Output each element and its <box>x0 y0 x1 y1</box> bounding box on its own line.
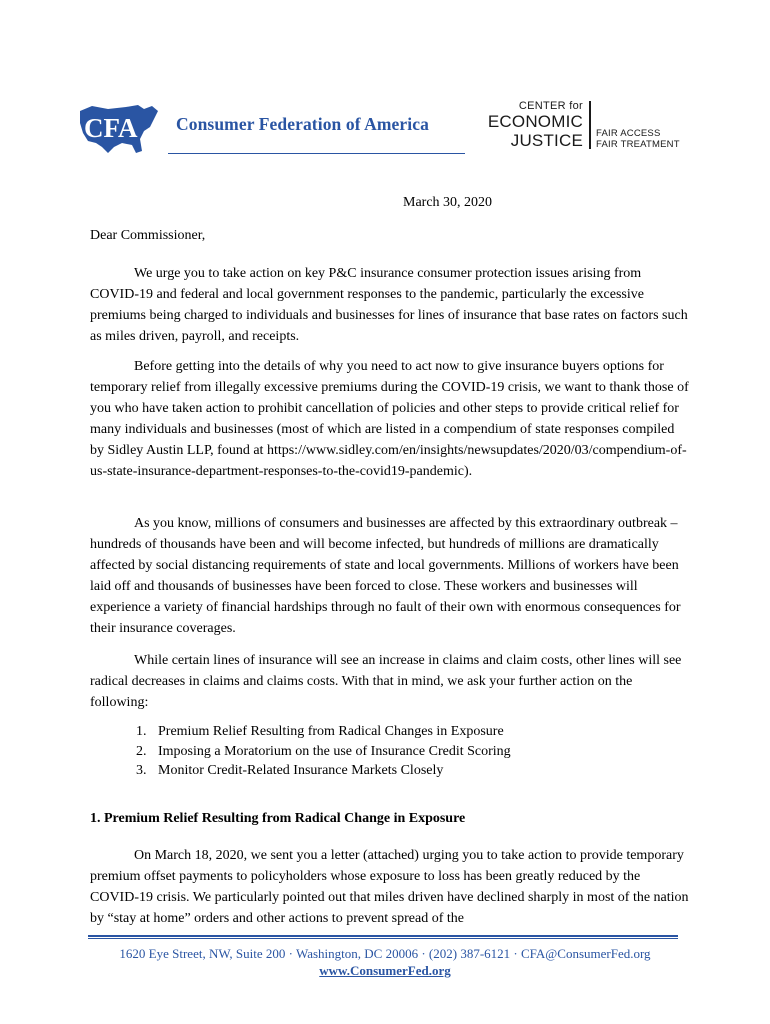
paragraph-4: While certain lines of insurance will see an increase in claims and claim costs, other lines will see radical decreases in claims and claims costs. With that in mind, we ask your further action on the following: <box>90 653 682 710</box>
cej-line3: JUSTICE <box>510 131 583 150</box>
list-item <box>136 722 511 742</box>
list-item <box>136 742 511 762</box>
section-1-heading: 1. Premium Relief Resulting from Radical Change in Exposure <box>90 811 466 826</box>
header-divider <box>168 153 465 154</box>
cej-tagline2: FAIR TREATMENT <box>596 139 680 150</box>
cej-divider <box>589 101 591 149</box>
list-item-number: 1. <box>136 724 147 739</box>
cej-line2: ECONOMIC <box>487 112 583 131</box>
list-item-number: 3. <box>136 763 147 778</box>
usa-map-icon <box>78 101 160 155</box>
cej-line1: CENTER for <box>518 100 583 112</box>
cfa-logo <box>78 101 160 155</box>
footer-address: 1620 Eye Street, NW, Suite 200 · Washington, DC 20006 · (202) 387-6121 · CFA@ConsumerFed.org <box>119 946 651 961</box>
cfa-logo-text: CFA <box>84 113 138 143</box>
footer-divider <box>88 935 678 937</box>
paragraph-1: We urge you to take action on key P&C insurance consumer protection issues arising from COVID-19 and federal and local government responses to the pandemic, particularly the excessive premiums being charged to individuals and businesses for lines of insurance that base rates on factors such as miles driven, payroll, and receipts. <box>90 266 688 344</box>
paragraph-2: Before getting into the details of why you need to act now to give insurance buyers options for temporary relief from illegally excessive premiums during the COVID-19 crisis, we want to thank those of you who have taken action to prohibit cancellation of policies and other steps to provide critical relief for many individuals and businesses (most of which are listed in a compendium of state responses compiled by Sidley Austin LLP, found at https://www.sidley.com/en/insights/newsupdates/2020/03/compendium-of-us-state-insurance-department-responses-to-the-covid19-pandemic). <box>90 359 689 479</box>
cej-tagline1: FAIR ACCESS <box>596 128 661 139</box>
footer-website-link[interactable]: www.ConsumerFed.org <box>319 963 451 978</box>
list-item-number: 2. <box>136 743 147 759</box>
paragraph-3: As you know, millions of consumers and businesses are affected by this extraordinary outbreak – hundreds of thousands have been and will become infected, but hundreds of millions are dramatically affected by social distancing requirements of state and local governments. Millions of workers have been laid off and thousands of businesses have been forced to close. These workers and businesses will experience a variety of financial hardships through no fault of their own with enormous consequences for their insurance coverages. <box>90 516 681 636</box>
list-item <box>136 761 511 781</box>
letter-date: March 30, 2020 <box>403 195 493 210</box>
cfa-org-name: Consumer Federation of America <box>176 114 429 134</box>
cej-logo <box>485 100 685 156</box>
paragraph-5: On March 18, 2020, we sent you a letter (attached) urging you to take action to provide temporary premium offset payments to policyholders whose exposure to loss has been greatly reduced by the COVID-19 crisis. We particularly pointed out that miles driven have declined sharply in most of the nation by “stay at home” orders and other actions to prevent spread of the <box>90 848 689 926</box>
footer-divider-thin <box>88 938 678 939</box>
list-item-text: Premium Relief Resulting from Radical Changes in Exposure <box>158 724 504 739</box>
request-list <box>136 722 511 781</box>
list-item-text: Imposing a Moratorium on the use of Insurance Credit Scoring <box>158 743 511 759</box>
list-item-text: Monitor Credit-Related Insurance Markets Closely <box>158 763 444 778</box>
salutation: Dear Commissioner, <box>90 228 206 243</box>
